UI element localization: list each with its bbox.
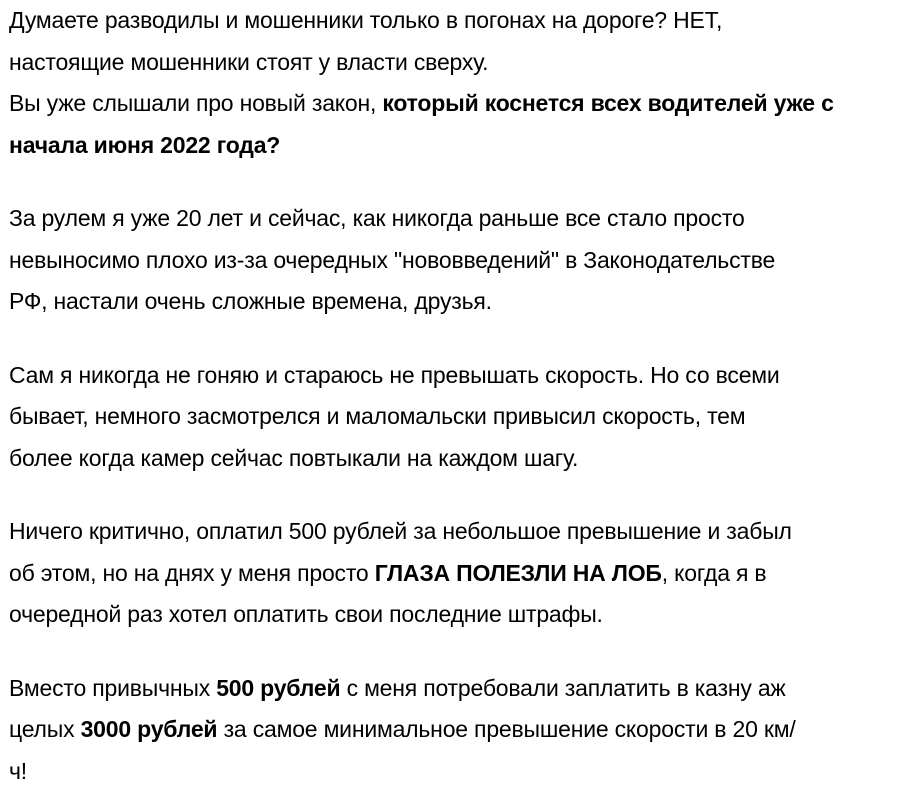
paragraph-4-line-3: более когда камер сейчас повтыкали на каждом шагу. bbox=[9, 444, 579, 471]
paragraph-3-line-3: РФ, настали очень сложные времена, друзья. bbox=[9, 288, 492, 314]
paragraph-6-bold-price-old: 500 рублей bbox=[216, 674, 341, 701]
paragraph-6-text-c: целых bbox=[9, 716, 81, 742]
paragraph-6-line-2 bbox=[9, 709, 912, 751]
paragraph-spacer bbox=[9, 166, 912, 198]
paragraph-5-text-a: об этом, но на днях у меня просто bbox=[9, 559, 375, 586]
paragraph-6-bold-price-new: 3000 рублей bbox=[80, 716, 218, 742]
paragraph-4 bbox=[9, 355, 912, 480]
paragraph-2-bold-text-continued: начала июня 2022 года? bbox=[9, 131, 281, 158]
paragraph-6-text-d: за самое минимальное превышение скорости в 20 км/ bbox=[217, 716, 796, 742]
paragraph-1-line-2: настоящие мошенники стоят у власти сверху. bbox=[9, 48, 489, 75]
paragraph-6-line-1 bbox=[9, 668, 912, 710]
paragraph-4-line-2: бывает, немного засмотрелся и маломальски привысил скорость, тем bbox=[9, 403, 746, 429]
paragraph-spacer bbox=[9, 636, 912, 668]
paragraph-spacer bbox=[9, 323, 912, 355]
paragraph-3 bbox=[9, 198, 912, 323]
paragraph-2-text: Вы уже слышали про новый закон, bbox=[9, 90, 383, 116]
paragraph-3-line-2: невыносимо плохо из-за очередных "нововведений" в Законодательстве bbox=[9, 246, 776, 273]
paragraph-5-line-2 bbox=[9, 553, 912, 595]
paragraph-spacer bbox=[9, 479, 912, 511]
paragraph-5-line-3: очередной раз хотел оплатить свои последние штрафы. bbox=[9, 601, 603, 627]
paragraph-2-bold-text: который коснется всех водителей уже с bbox=[382, 90, 834, 116]
paragraph-2-line-2 bbox=[9, 125, 912, 167]
paragraph-1-line-1: Думаете разводилы и мошенники только в погонах на дороге? НЕТ, bbox=[9, 7, 723, 33]
paragraph-1 bbox=[9, 0, 912, 83]
paragraph-6-text-b: с меня потребовали заплатить в казну аж bbox=[340, 674, 786, 701]
paragraph-5-line-1: Ничего критично, оплатил 500 рублей за небольшое превышение и забыл bbox=[9, 518, 792, 544]
paragraph-6-text-a: Вместо привычных bbox=[9, 674, 217, 701]
paragraph-5-bold-text: ГЛАЗА ПОЛЕЗЛИ НА ЛОБ bbox=[374, 559, 662, 586]
paragraph-5-text-b: , когда я в bbox=[661, 559, 767, 586]
paragraph-2-line-1 bbox=[9, 83, 912, 125]
paragraph-3-line-1: За рулем я уже 20 лет и сейчас, как никогда раньше все стало просто bbox=[9, 205, 745, 231]
paragraph-5 bbox=[9, 511, 912, 636]
paragraph-6 bbox=[9, 668, 912, 793]
paragraph-6-line-3: ч! bbox=[9, 757, 27, 784]
paragraph-4-line-1: Сам я никогда не гоняю и стараюсь не превышать скорость. Но со всеми bbox=[9, 361, 780, 388]
paragraph-2 bbox=[9, 83, 912, 166]
